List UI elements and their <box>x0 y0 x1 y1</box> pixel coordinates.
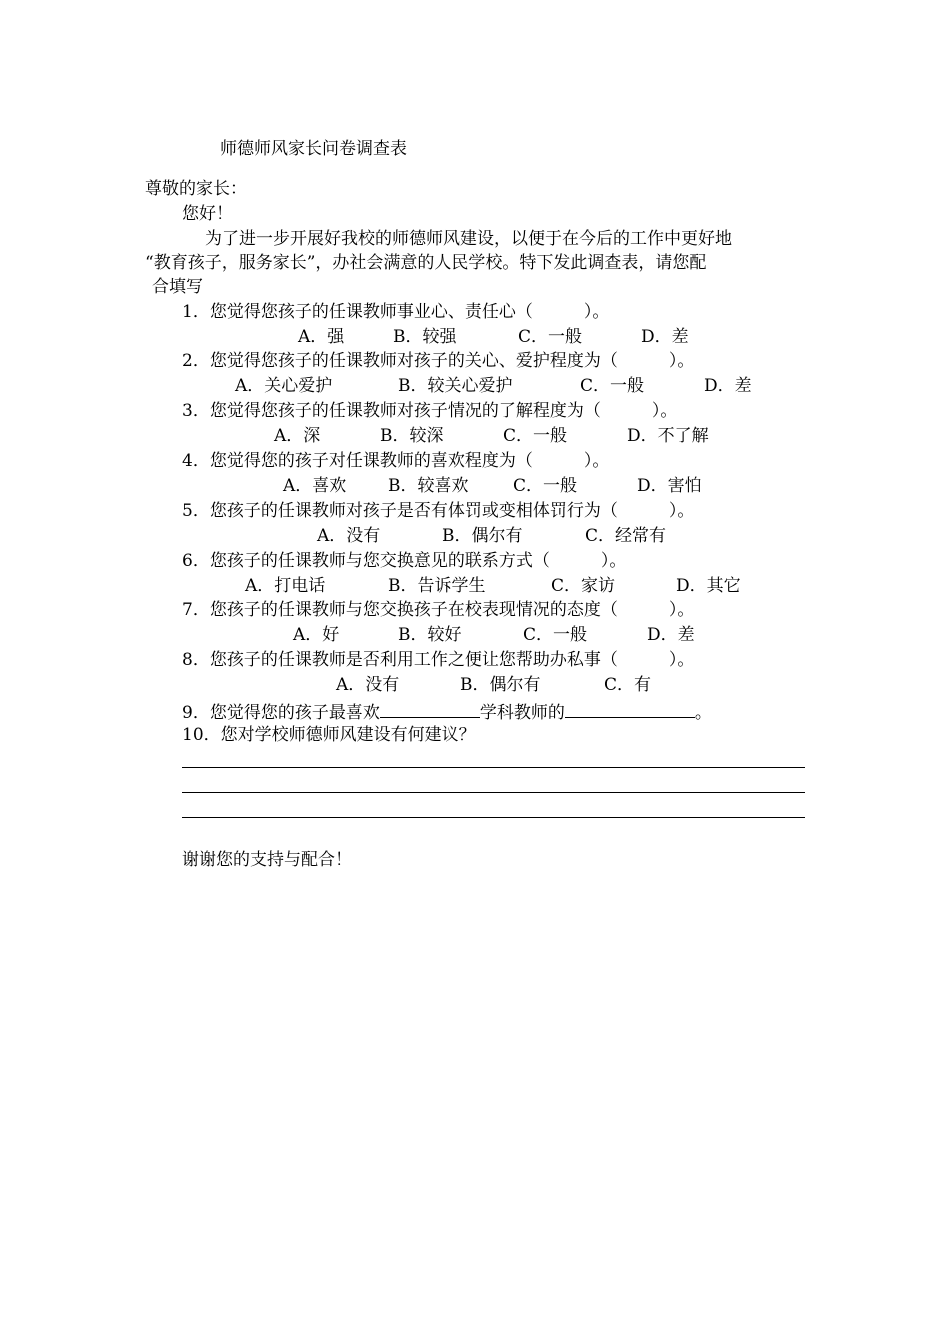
q1-option-d[interactable]: D．差 <box>641 327 689 347</box>
q3-option-d[interactable]: D．不了解 <box>627 426 709 446</box>
q9-part-3: 。 <box>694 703 712 723</box>
q2-option-c[interactable]: C．一般 <box>580 376 645 396</box>
page-title: 师德师风家长问卷调查表 <box>220 139 407 159</box>
q6-option-a[interactable]: A．打电话 <box>245 576 326 596</box>
question-7: 7．您孩子的任课教师与您交换孩子在校表现情况的态度（ ）。 <box>182 600 695 620</box>
q4-option-a[interactable]: A．喜欢 <box>283 476 347 496</box>
intro-line-2: “教育孩子，服务家长”，办社会满意的人民学校。特下发此调查表，请您配 <box>145 253 707 273</box>
q1-option-c[interactable]: C．一般 <box>518 327 583 347</box>
q8-option-c[interactable]: C．有 <box>604 675 652 695</box>
q5-option-a[interactable]: A．没有 <box>317 526 381 546</box>
question-10: 10．您对学校师德师风建设有何建议？ <box>182 725 476 745</box>
q1-option-b[interactable]: B．较强 <box>393 327 457 347</box>
question-1: 1．您觉得您孩子的任课教师事业心、责任心（ ）。 <box>182 302 610 322</box>
q3-option-a[interactable]: A．深 <box>274 426 321 446</box>
q7-option-b[interactable]: B．较好 <box>398 625 462 645</box>
salutation: 尊敬的家长： <box>145 179 247 199</box>
q6-option-b[interactable]: B．告诉学生 <box>388 576 486 596</box>
q3-option-b[interactable]: B．较深 <box>380 426 444 446</box>
question-9 <box>182 699 712 724</box>
q4-option-d[interactable]: D．害怕 <box>637 476 702 496</box>
q8-option-a[interactable]: A．没有 <box>336 675 400 695</box>
q9-subject-blank[interactable] <box>380 699 480 718</box>
question-8: 8．您孩子的任课教师是否利用工作之便让您帮助办私事（ ）。 <box>182 650 695 670</box>
thanks-note: 谢谢您的支持与配合！ <box>182 850 352 870</box>
q9-part-1: 9．您觉得您的孩子最喜欢 <box>182 703 380 723</box>
intro-line-3: 合填写 <box>152 277 203 297</box>
q5-option-b[interactable]: B．偶尔有 <box>442 526 523 546</box>
q7-option-a[interactable]: A．好 <box>293 625 340 645</box>
q3-option-c[interactable]: C．一般 <box>503 426 568 446</box>
q9-teacher-blank[interactable] <box>565 699 695 718</box>
question-5: 5．您孩子的任课教师对孩子是否有体罚或变相体罚行为（ ）。 <box>182 501 695 521</box>
q9-part-2: 学科教师的 <box>479 703 565 723</box>
q6-option-c[interactable]: C．家访 <box>551 576 616 596</box>
q5-option-c[interactable]: C．经常有 <box>585 526 667 546</box>
intro-line-1: 为了进一步开展好我校的师德师风建设，以便于在今后的工作中更好地 <box>205 229 732 249</box>
q2-option-b[interactable]: B．较关心爱护 <box>398 376 513 396</box>
q8-option-b[interactable]: B．偶尔有 <box>460 675 541 695</box>
q2-option-a[interactable]: A．关心爱护 <box>235 376 333 396</box>
question-4: 4．您觉得您的孩子对任课教师的喜欢程度为（ ）。 <box>182 451 610 471</box>
answer-line-3[interactable] <box>182 817 805 818</box>
question-3: 3．您觉得您孩子的任课教师对孩子情况的了解程度为（ ）。 <box>182 401 678 421</box>
q6-option-d[interactable]: D．其它 <box>676 576 741 596</box>
answer-line-2[interactable] <box>182 792 805 793</box>
q4-option-c[interactable]: C．一般 <box>513 476 578 496</box>
q7-option-c[interactable]: C．一般 <box>523 625 588 645</box>
answer-line-1[interactable] <box>182 767 805 768</box>
q2-option-d[interactable]: D．差 <box>704 376 752 396</box>
q4-option-b[interactable]: B．较喜欢 <box>388 476 469 496</box>
question-6: 6．您孩子的任课教师与您交换意见的联系方式（ ）。 <box>182 551 627 571</box>
q7-option-d[interactable]: D．差 <box>647 625 695 645</box>
greeting: 您好！ <box>182 204 233 224</box>
question-2: 2．您觉得您孩子的任课教师对孩子的关心、爱护程度为（ ）。 <box>182 351 695 371</box>
q1-option-a[interactable]: A．强 <box>298 327 345 347</box>
